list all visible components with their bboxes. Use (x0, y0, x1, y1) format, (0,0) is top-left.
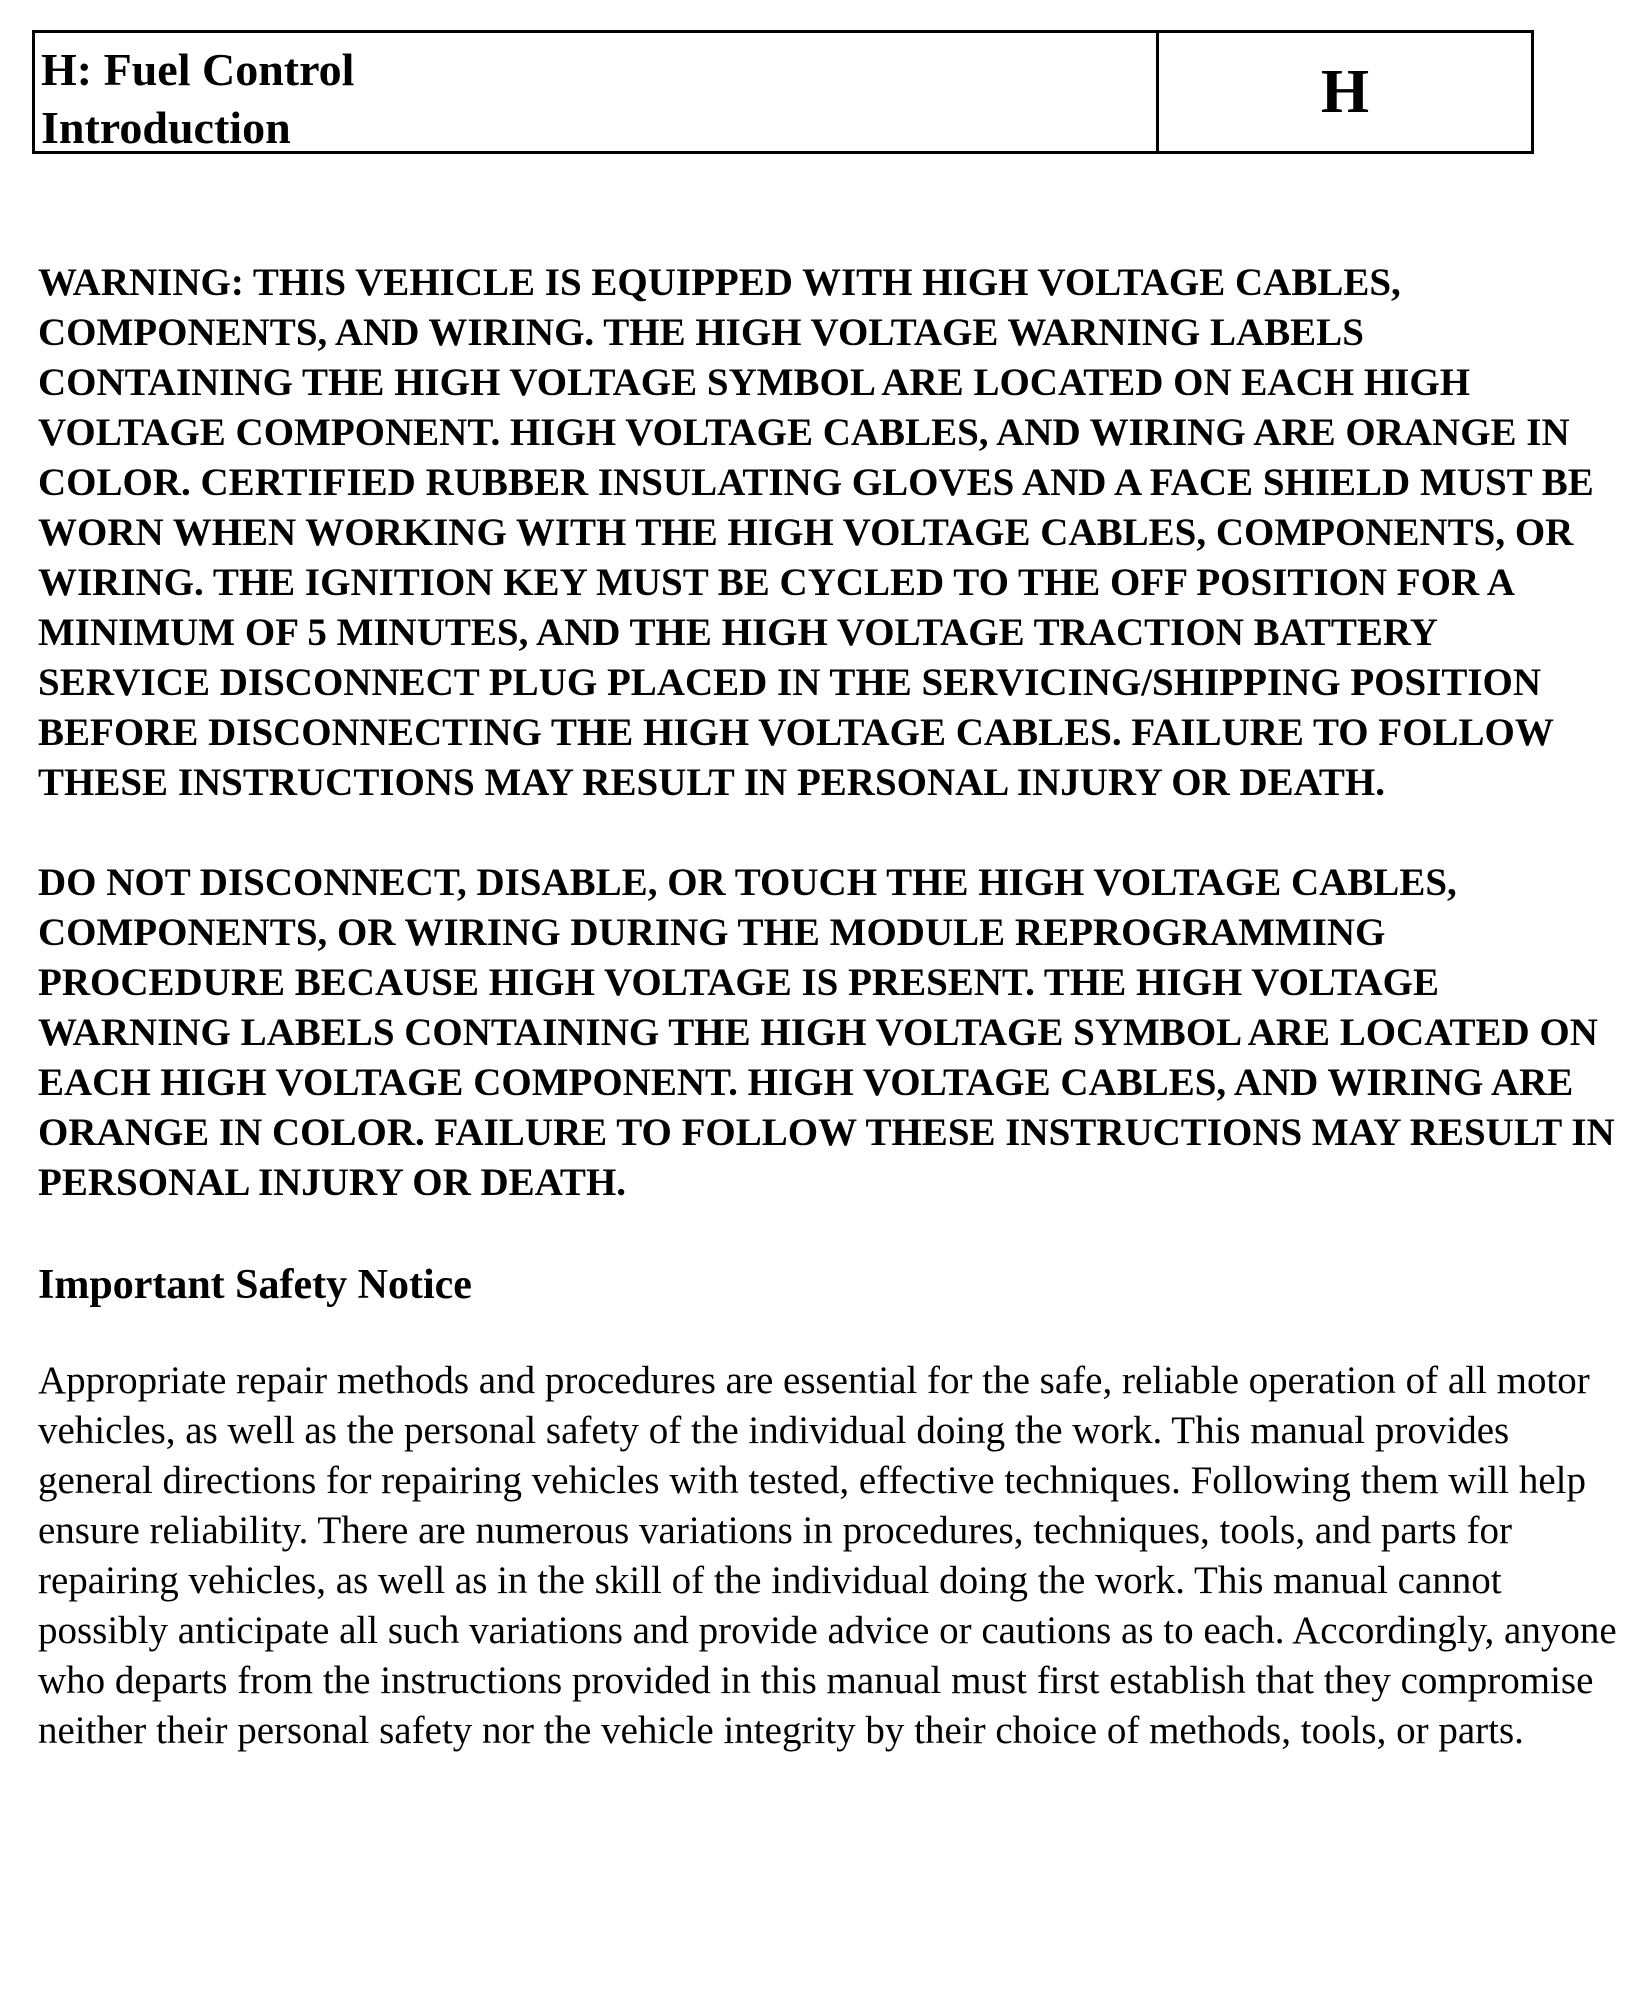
safety-notice-title: Important Safety Notice (38, 1262, 472, 1308)
header-title-cell (35, 33, 1159, 151)
header-title: H: Fuel Control (41, 44, 355, 95)
high-voltage-warning: WARNING: THIS VEHICLE IS EQUIPPED WITH HIGH VOLTAGE CABLES, COMPONENTS, AND WIRING. THE HIGH VOLTAGE WARNING LABELS CONTAINING THE HIGH VOLTAGE SYMBOL ARE LOCATED ON EACH HIGH VOLTAGE COMPONENT. HIGH VOLTAGE CABLES, AND WIRING ARE ORANGE IN COLOR. CERTIFIED RUBBER INSULATING GLOVES AND A FACE SHIELD MUST BE WORN WHEN WORKING WITH THE HIGH VOLTAGE CABLES, COMPONENTS, OR WIRING. THE IGNITION KEY MUST BE CYCLED TO THE OFF POSITION FOR A MINIMUM OF 5 MINUTES, AND THE HIGH VOLTAGE TRACTION BATTERY SERVICE DISCONNECT PLUG PLACED IN THE SERVICING/SHIPPING POSITION BEFORE DISCONNECTING THE HIGH VOLTAGE CABLES. FAILURE TO FOLLOW THESE INSTRUCTIONS MAY RESULT IN PERSONAL INJURY OR DEATH. (38, 261, 1594, 804)
section-code: H (1320, 57, 1370, 126)
reprogramming-warning: DO NOT DISCONNECT, DISABLE, OR TOUCH THE HIGH VOLTAGE CABLES, COMPONENTS, OR WIRING DURING THE MODULE REPROGRAMMING PROCEDURE BECAUSE HIGH VOLTAGE IS PRESENT. THE HIGH VOLTAGE WARNING LABELS CONTAINING THE HIGH VOLTAGE SYMBOL ARE LOCATED ON EACH HIGH VOLTAGE COMPONENT. HIGH VOLTAGE CABLES, AND WIRING ARE ORANGE IN COLOR. FAILURE TO FOLLOW THESE INSTRUCTIONS MAY RESULT IN PERSONAL INJURY OR DEATH. (38, 861, 1615, 1204)
section-header (32, 30, 1534, 154)
page-content (38, 258, 1618, 1756)
safety-notice-body: Appropriate repair methods and procedures are essential for the safe, reliable operation of all motor vehicles, as well as the personal safety of the individual doing the work. This manual provides general directions for repairing vehicles with tested, effective techniques. Following them will help ensure reliability. There are numerous variations in procedures, techniques, tools, and parts for repairing vehicles, as well as in the skill of the individual doing the work. This manual cannot possibly anticipate all such variations and provide advice or cautions as to each. Accordingly, anyone who departs from the instructions provided in this manual must first establish that they compromise neither their personal safety nor the vehicle integrity by their choice of methods, tools, or parts. (38, 1359, 1617, 1752)
header-subtitle: Introduction (41, 102, 291, 153)
